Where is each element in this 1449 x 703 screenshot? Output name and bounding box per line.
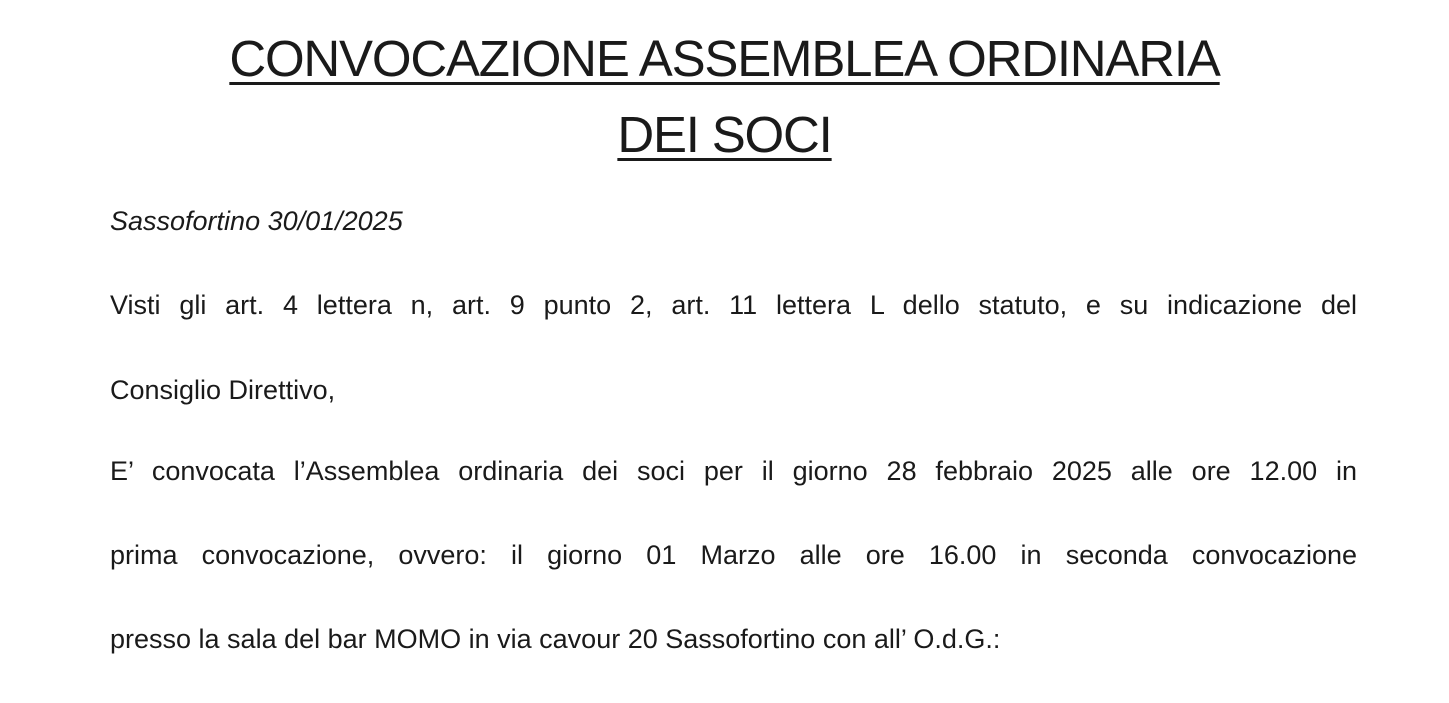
title-line-2: DEI SOCI (617, 106, 832, 163)
paragraph-2-line-3: presso la sala del bar MOMO in via cavour 20 Sassofortino con all’ O.d.G.: (110, 624, 1001, 654)
document-title-continued (0, 106, 1449, 163)
paragraph-2-line-1: E’ convocata l’Assemblea ordinaria dei soci per il giorno 28 febbraio 2025 alle ore 12.00 in (110, 456, 1357, 486)
paragraph-1-line-2: Consiglio Direttivo, (110, 375, 336, 405)
document-title (0, 30, 1449, 87)
paragraph-1-line-1: Visti gli art. 4 lettera n, art. 9 punto 2, art. 11 lettera L dello statuto, e su indicazione del (110, 290, 1357, 320)
paragraph-2-line-2: prima convocazione, ovvero: il giorno 01 Marzo alle ore 16.00 in seconda convocazione (110, 540, 1357, 570)
title-line-1: CONVOCAZIONE ASSEMBLEA ORDINARIA (229, 30, 1220, 87)
place-date: Sassofortino 30/01/2025 (110, 206, 403, 236)
